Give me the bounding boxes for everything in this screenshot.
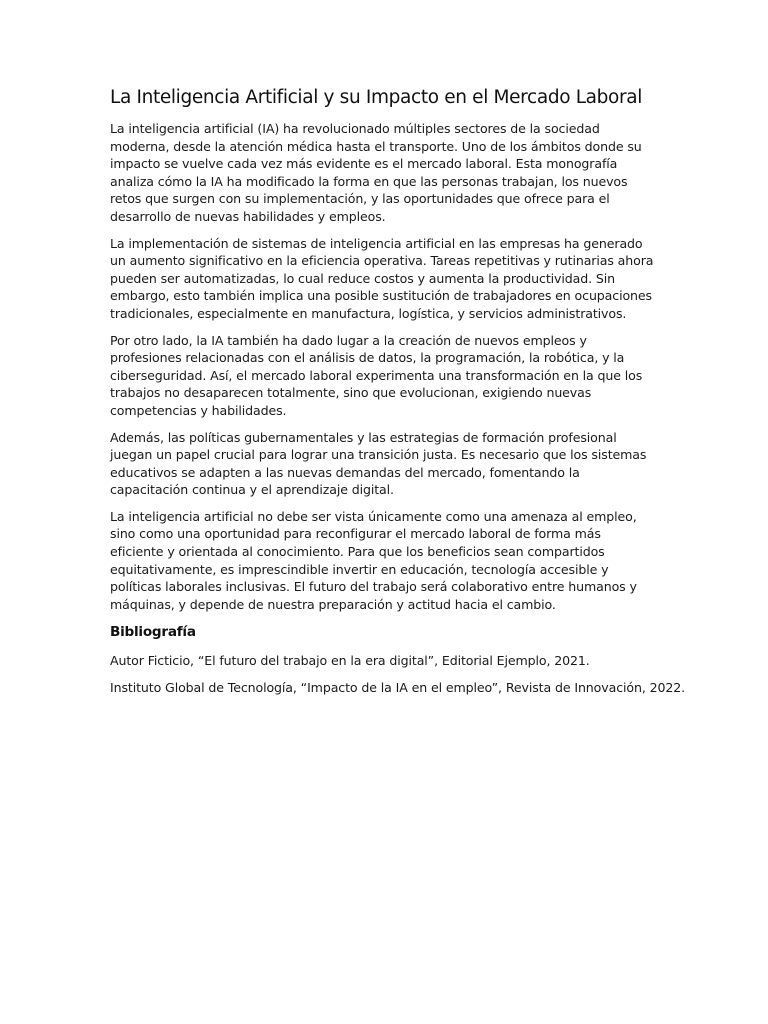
document-page: [110, 86, 686, 706]
bibliography-entry: Autor Ficticio, “El futuro del trabajo en la era digital”, Editorial Ejemplo, 2021.: [110, 653, 590, 669]
paragraph-policies: Además, las políticas gubernamentales y las estrategias de formación profesional juegan un papel crucial para lograr una transición justa. Es necesario que los sistemas educativos se adapten a las nuevas demandas del mercado, fomentando la capacitación continua y el aprendizaje digital.: [110, 429, 647, 498]
bibliography-heading: Bibliografía: [110, 624, 196, 641]
bibliography-entry: Instituto Global de Tecnología, “Impacto de la IA en el empleo”, Revista de Innovación, 2022.: [110, 680, 686, 696]
paragraph-efficiency: La implementación de sistemas de inteligencia artificial en las empresas ha generado un aumento significativo en la eficiencia operativa. Tareas repetitivas y rutinarias ahora pueden ser automatizadas, lo cual reduce costos y aumenta la productividad. Sin embargo, esto también implica una posible sustitución de trabajadores en ocupaciones tradicionales, especialmente en manufactura, logística, y servicios administrativos.: [110, 235, 654, 321]
document-title: La Inteligencia Artificial y su Impacto en el Mercado Laboral: [110, 87, 643, 108]
paragraph-conclusion: La inteligencia artificial no debe ser vista únicamente como una amenaza al empleo, sino como una oportunidad para reconfigurar el mercado laboral de forma más eficiente y orientada al conocimiento. Para que los beneficios sean compartidos equitativamente, es imprescindible invertir en educación, tecnología accesible y políticas laborales inclusivas. El futuro del trabajo será colaborativo entre humanos y máquinas, y depende de nuestra preparación y actitud hacia el cambio.: [110, 508, 637, 612]
paragraph-introduction: La inteligencia artificial (IA) ha revolucionado múltiples sectores de la sociedad moderna, desde la atención médica hasta el transporte. Uno de los ámbitos donde su impacto se vuelve cada vez más evidente es el mercado laboral. Esta monografía analiza cómo la IA ha modificado la forma en que las personas trabajan, los nuevos retos que surgen con su implementación, y las oportunidades que ofrece para el desarrollo de nuevas habilidades y empleos.: [110, 121, 642, 224]
paragraph-new-jobs: Por otro lado, la IA también ha dado lugar a la creación de nuevos empleos y profesiones relacionadas con el análisis de datos, la programación, la robótica, y la ciberseguridad. Así, el mercado laboral experimenta una transformación en la que los trabajos no desaparecen totalmente, sino que evolucionan, exigiendo nuevas competencias y habilidades.: [110, 332, 643, 418]
